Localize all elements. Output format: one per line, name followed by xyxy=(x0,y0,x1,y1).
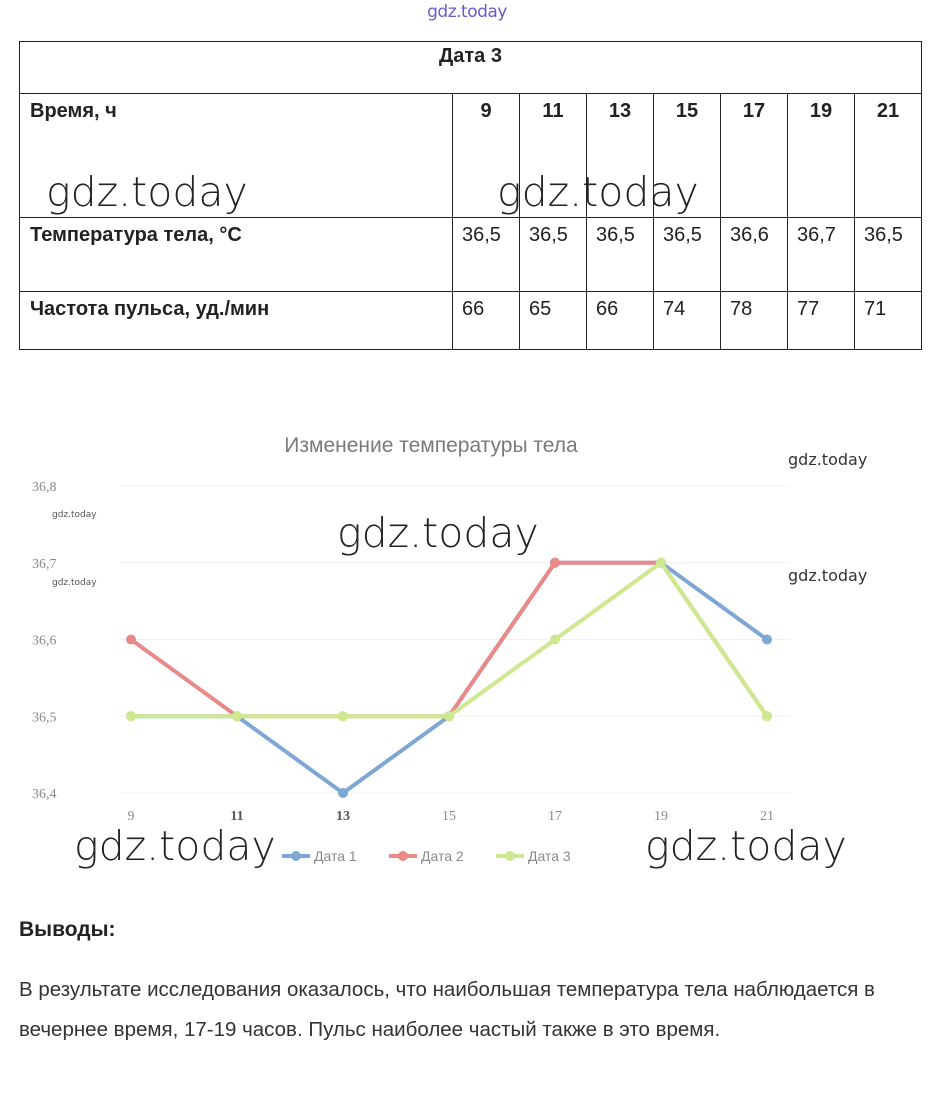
watermark: gdz.today xyxy=(788,450,868,469)
y-tick-label: 36,4 xyxy=(32,787,57,802)
data-point xyxy=(444,711,454,721)
x-tick-label: 15 xyxy=(442,809,456,824)
legend-label: Дата 3 xyxy=(528,848,571,864)
pulse-cell: 66 xyxy=(453,292,520,350)
watermark: gdz.today xyxy=(645,822,847,870)
x-tick-label: 21 xyxy=(760,809,774,824)
data-point xyxy=(126,711,136,721)
x-tick-label: 13 xyxy=(336,809,350,824)
pulse-cell: 71 xyxy=(855,292,922,350)
watermark: gdz.today xyxy=(46,168,248,216)
pulse-cell: 65 xyxy=(520,292,587,350)
time-label: Время, ч xyxy=(20,94,453,218)
temperature-cell: 36,5 xyxy=(855,218,922,292)
x-tick-label: 17 xyxy=(548,809,562,824)
data-point xyxy=(232,711,242,721)
temperature-cell: 36,6 xyxy=(721,218,788,292)
data-point xyxy=(762,635,772,645)
y-tick-label: 36,8 xyxy=(32,480,57,495)
y-tick-label: 36,7 xyxy=(32,556,57,572)
y-tick-label: 36,6 xyxy=(32,633,57,649)
series-line-1 xyxy=(131,563,767,793)
hour-cell: 9 xyxy=(453,94,520,218)
hour-cell: 11 xyxy=(520,94,587,218)
watermark: gdz.today xyxy=(337,509,539,557)
hour-cell: 19 xyxy=(788,94,855,218)
x-tick-label: 11 xyxy=(230,809,244,824)
data-point xyxy=(338,788,348,798)
temperature-cell: 36,7 xyxy=(788,218,855,292)
temperature-cell: 36,5 xyxy=(453,218,520,292)
watermark: gdz.today xyxy=(74,822,276,870)
temperature-label: Температура тела, °С xyxy=(20,218,453,292)
data-point xyxy=(656,558,666,568)
data-point xyxy=(338,711,348,721)
hour-cell: 17 xyxy=(721,94,788,218)
pulse-label: Частота пульса, уд./мин xyxy=(20,292,453,350)
watermark: gdz.today xyxy=(52,510,97,520)
temperature-cell: 36,5 xyxy=(654,218,721,292)
hour-cell: 21 xyxy=(855,94,922,218)
table-title: Дата 3 xyxy=(20,42,922,94)
pulse-cell: 77 xyxy=(788,292,855,350)
legend-marker xyxy=(505,851,515,861)
pulse-cell: 66 xyxy=(587,292,654,350)
chart-title: Изменение температуры тела xyxy=(284,434,578,457)
temperature-chart xyxy=(0,400,934,895)
data-point xyxy=(126,635,136,645)
pulse-cell: 78 xyxy=(721,292,788,350)
legend-marker xyxy=(291,851,301,861)
data-point xyxy=(550,635,560,645)
data-point xyxy=(762,711,772,721)
x-tick-label: 19 xyxy=(654,809,668,824)
hour-cell: 15 xyxy=(654,94,721,218)
data-point xyxy=(550,558,560,568)
legend-marker xyxy=(398,851,408,861)
conclusions-text: В результате исследования оказалось, что наибольшая температура тела наблюдается в вечернее время, 17-19 часов. Пульс наиболее частый также в это время. xyxy=(19,978,875,1041)
legend-label: Дата 2 xyxy=(421,848,464,864)
temperature-cell: 36,5 xyxy=(520,218,587,292)
legend-label: Дата 1 xyxy=(314,848,357,864)
pulse-cell: 74 xyxy=(654,292,721,350)
x-tick-label: 9 xyxy=(127,809,135,824)
watermark-top: gdz.today xyxy=(427,2,507,22)
y-tick-label: 36,5 xyxy=(32,710,57,726)
watermark: gdz.today xyxy=(52,578,97,588)
watermark: gdz.today xyxy=(497,168,699,216)
hour-cell: 13 xyxy=(587,94,654,218)
watermark: gdz.today xyxy=(788,566,868,585)
conclusions-title: Выводы: xyxy=(19,918,116,941)
temperature-cell: 36,5 xyxy=(587,218,654,292)
